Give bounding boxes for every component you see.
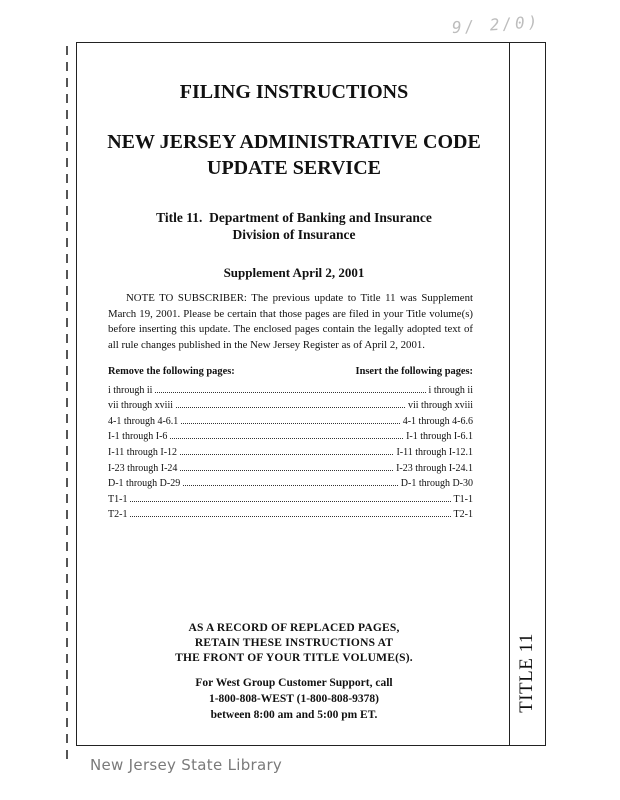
remove-pages: I-1 through I-6 [108, 431, 168, 443]
insert-pages: I-1 through I-6.1 [406, 431, 473, 443]
support-line: For West Group Customer Support, call [195, 677, 393, 689]
record-line: RETAIN THESE INSTRUCTIONS AT [194, 637, 394, 649]
remove-pages: T2-1 [108, 509, 128, 521]
remove-pages: 4-1 through 4-6.1 [108, 415, 179, 427]
record-notice [77, 621, 511, 666]
dot-leader [130, 501, 450, 502]
insert-pages: I-11 through I-12.1 [396, 446, 473, 458]
page-list [108, 366, 473, 520]
dot-leader [183, 485, 398, 486]
insert-pages: T2-1 [453, 509, 473, 521]
remove-pages: T1-1 [108, 493, 128, 505]
remove-pages: vii through xviii [108, 400, 173, 412]
dot-leader [130, 516, 450, 517]
scan-mark: 9/ 2/0) [451, 12, 541, 38]
library-stamp: New Jersey State Library [90, 756, 283, 774]
insert-pages: D-1 through D-30 [400, 478, 473, 490]
tab-label-text: TITLE 11 [516, 633, 537, 713]
dot-leader [170, 438, 403, 439]
page-title: FILING INSTRUCTIONS [179, 81, 409, 103]
support-phone: 1-800-808-WEST (1-800-808-9378) [208, 693, 380, 705]
page-list-header [108, 366, 473, 377]
remove-pages: D-1 through D-29 [108, 478, 181, 490]
page-list-row [108, 411, 473, 427]
remove-pages: I-11 through I-12 [108, 446, 178, 458]
sheet-content [77, 43, 511, 745]
record-line: THE FRONT OF YOUR TITLE VOLUME(S). [175, 652, 413, 664]
page-list-row [108, 427, 473, 443]
title-subtitle [77, 209, 511, 243]
dot-leader [155, 392, 425, 393]
code-title [77, 129, 511, 181]
page-list-row [108, 396, 473, 412]
insert-pages: vii through xviii [408, 400, 473, 412]
subtitle-line: Title 11. Department of Banking and Insurance [156, 210, 432, 225]
remove-pages: I-23 through I-24 [108, 462, 178, 474]
title-tab [509, 43, 545, 745]
page-list-row [108, 474, 473, 490]
customer-support [77, 675, 511, 723]
code-title-line: UPDATE SERVICE [207, 157, 381, 179]
page-list-row [108, 380, 473, 396]
instruction-sheet [76, 42, 546, 746]
insert-heading: Insert the following pages: [355, 366, 473, 377]
insert-pages: 4-1 through 4-6.6 [402, 415, 473, 427]
tab-label [514, 608, 540, 738]
code-title-line: NEW JERSEY ADMINISTRATIVE CODE [107, 131, 481, 153]
support-hours: between 8:00 am and 5:00 pm ET. [210, 709, 378, 721]
page-list-row [108, 458, 473, 474]
dot-leader [176, 407, 405, 408]
insert-pages: i through ii [428, 384, 473, 396]
insert-pages: T1-1 [453, 493, 473, 505]
remove-heading: Remove the following pages: [108, 366, 235, 377]
supplement-date: Supplement April 2, 2001 [223, 265, 365, 280]
page-list-row [108, 505, 473, 521]
record-line: AS A RECORD OF REPLACED PAGES, [188, 622, 400, 634]
dot-leader [180, 470, 393, 471]
dot-leader [180, 454, 393, 455]
page-list-row [108, 489, 473, 505]
insert-pages: I-23 through I-24.1 [396, 462, 473, 474]
binding-edge [66, 46, 68, 762]
page-list-row [108, 442, 473, 458]
subtitle-line: Division of Insurance [232, 227, 356, 242]
dot-leader [181, 423, 399, 424]
remove-pages: i through ii [108, 384, 153, 396]
subscriber-note: NOTE TO SUBSCRIBER: The previous update to Title 11 was Supplement March 19, 2001. Please be certain that those pages are filed in your Title volume(s) before inserting this update. The enclosed pages contain the legally adopted text of all rule changes published in the New Jersey Register as of April 2, 2001. [108, 292, 473, 351]
